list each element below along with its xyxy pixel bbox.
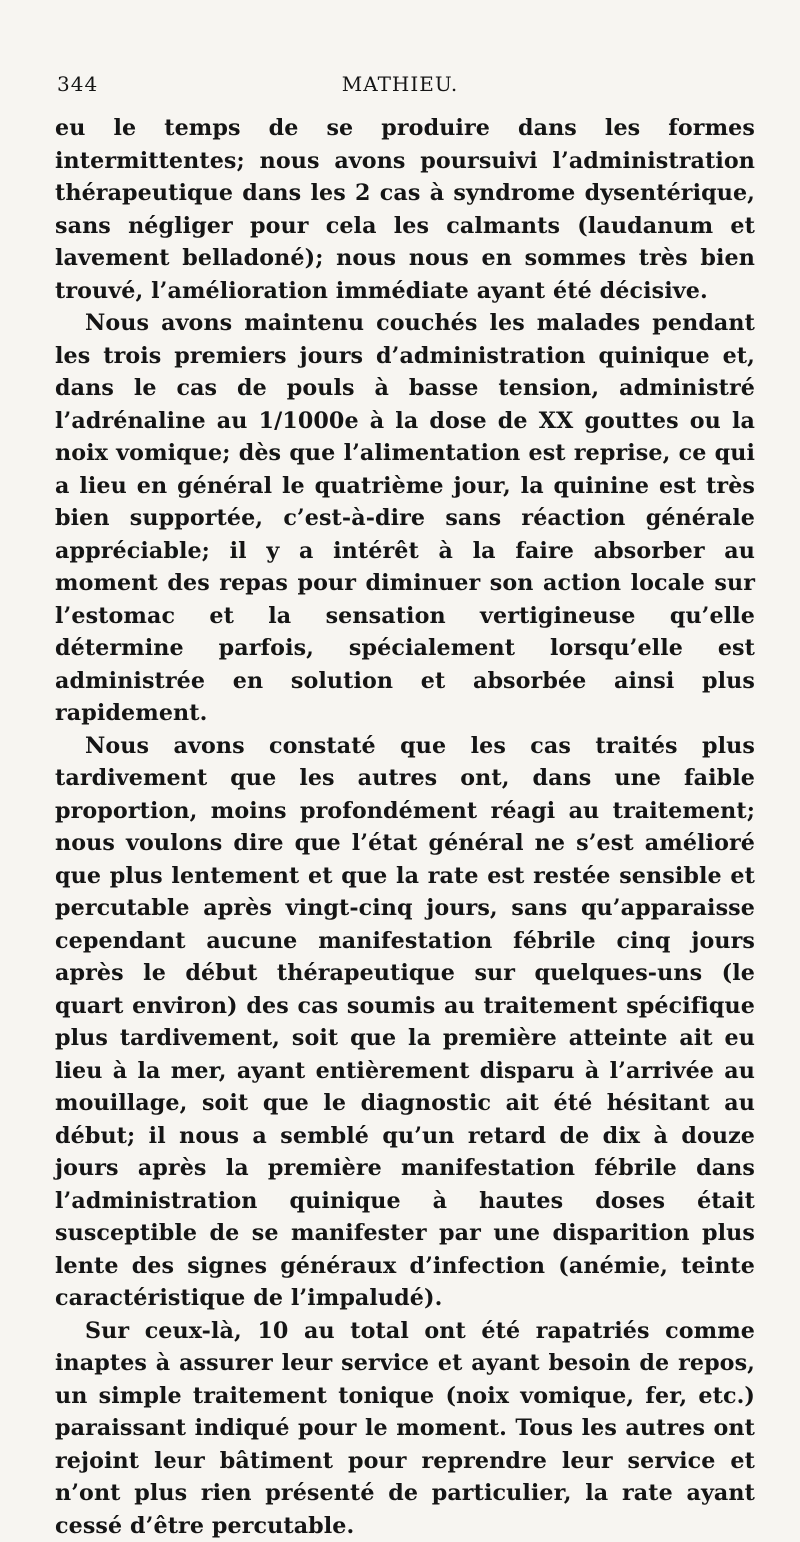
running-head: MATHIEU. xyxy=(342,72,459,96)
paragraph: Sur ceux-là, 10 au total ont été rapatriés comme inaptes à assurer leur service et ayant besoin de repos, un simple traitement tonique (noix vomique, fer, etc.) paraissant indiqué pour le moment. Tous les autres ont rejoint leur bâtiment pour reprendre leur service et n’ont plus rien présenté de particulier, la rate ayant cessé d’être percutable. xyxy=(55,1315,755,1542)
page-number: 344 xyxy=(57,72,98,96)
page-header xyxy=(57,72,743,102)
body-text xyxy=(55,112,755,1542)
paragraph: Nous avons constaté que les cas traités plus tardivement que les autres ont, dans une faible proportion, moins profondément réagi au traitement; nous voulons dire que l’état général ne s’est amélioré que plus lentement et que la rate est restée sensible et percutable après vingt-cinq jours, sans qu’apparaisse cependant aucune manifestation fébrile cinq jours après le début thérapeutique sur quelques-uns (le quart environ) des cas soumis au traitement spécifique plus tardivement, soit que la première atteinte ait eu lieu à la mer, ayant entièrement disparu à l’arrivée au mouillage, soit que le diagnostic ait été hésitant au début; il nous a semblé qu’un retard de dix à douze jours après la première manifestation fébrile dans l’administration quinique à hautes doses était susceptible de se manifester par une disparition plus lente des signes généraux d’infection (anémie, teinte caractéristique de l’impaludé). xyxy=(55,730,755,1315)
paragraph: Nous avons maintenu couchés les malades pendant les trois premiers jours d’administration quinique et, dans le cas de pouls à basse tension, administré l’adrénaline au 1/1000e à la dose de XX gouttes ou la noix vomique; dès que l’alimentation est reprise, ce qui a lieu en général le quatrième jour, la quinine est très bien supportée, c’est-à-dire sans réaction générale appréciable; il y a intérêt à la faire absorber au moment des repas pour diminuer son action locale sur l’estomac et la sensation vertigineuse qu’elle détermine parfois, spécialement lorsqu’elle est administrée en solution et absorbée ainsi plus rapidement. xyxy=(55,307,755,730)
paragraph-continuation: eu le temps de se produire dans les formes intermittentes; nous avons poursuivi l’administration thérapeutique dans les 2 cas à syndrome dysentérique, sans négliger pour cela les calmants (laudanum et lavement belladoné); nous nous en sommes très bien trouvé, l’amélioration immédiate ayant été décisive. xyxy=(55,112,755,307)
